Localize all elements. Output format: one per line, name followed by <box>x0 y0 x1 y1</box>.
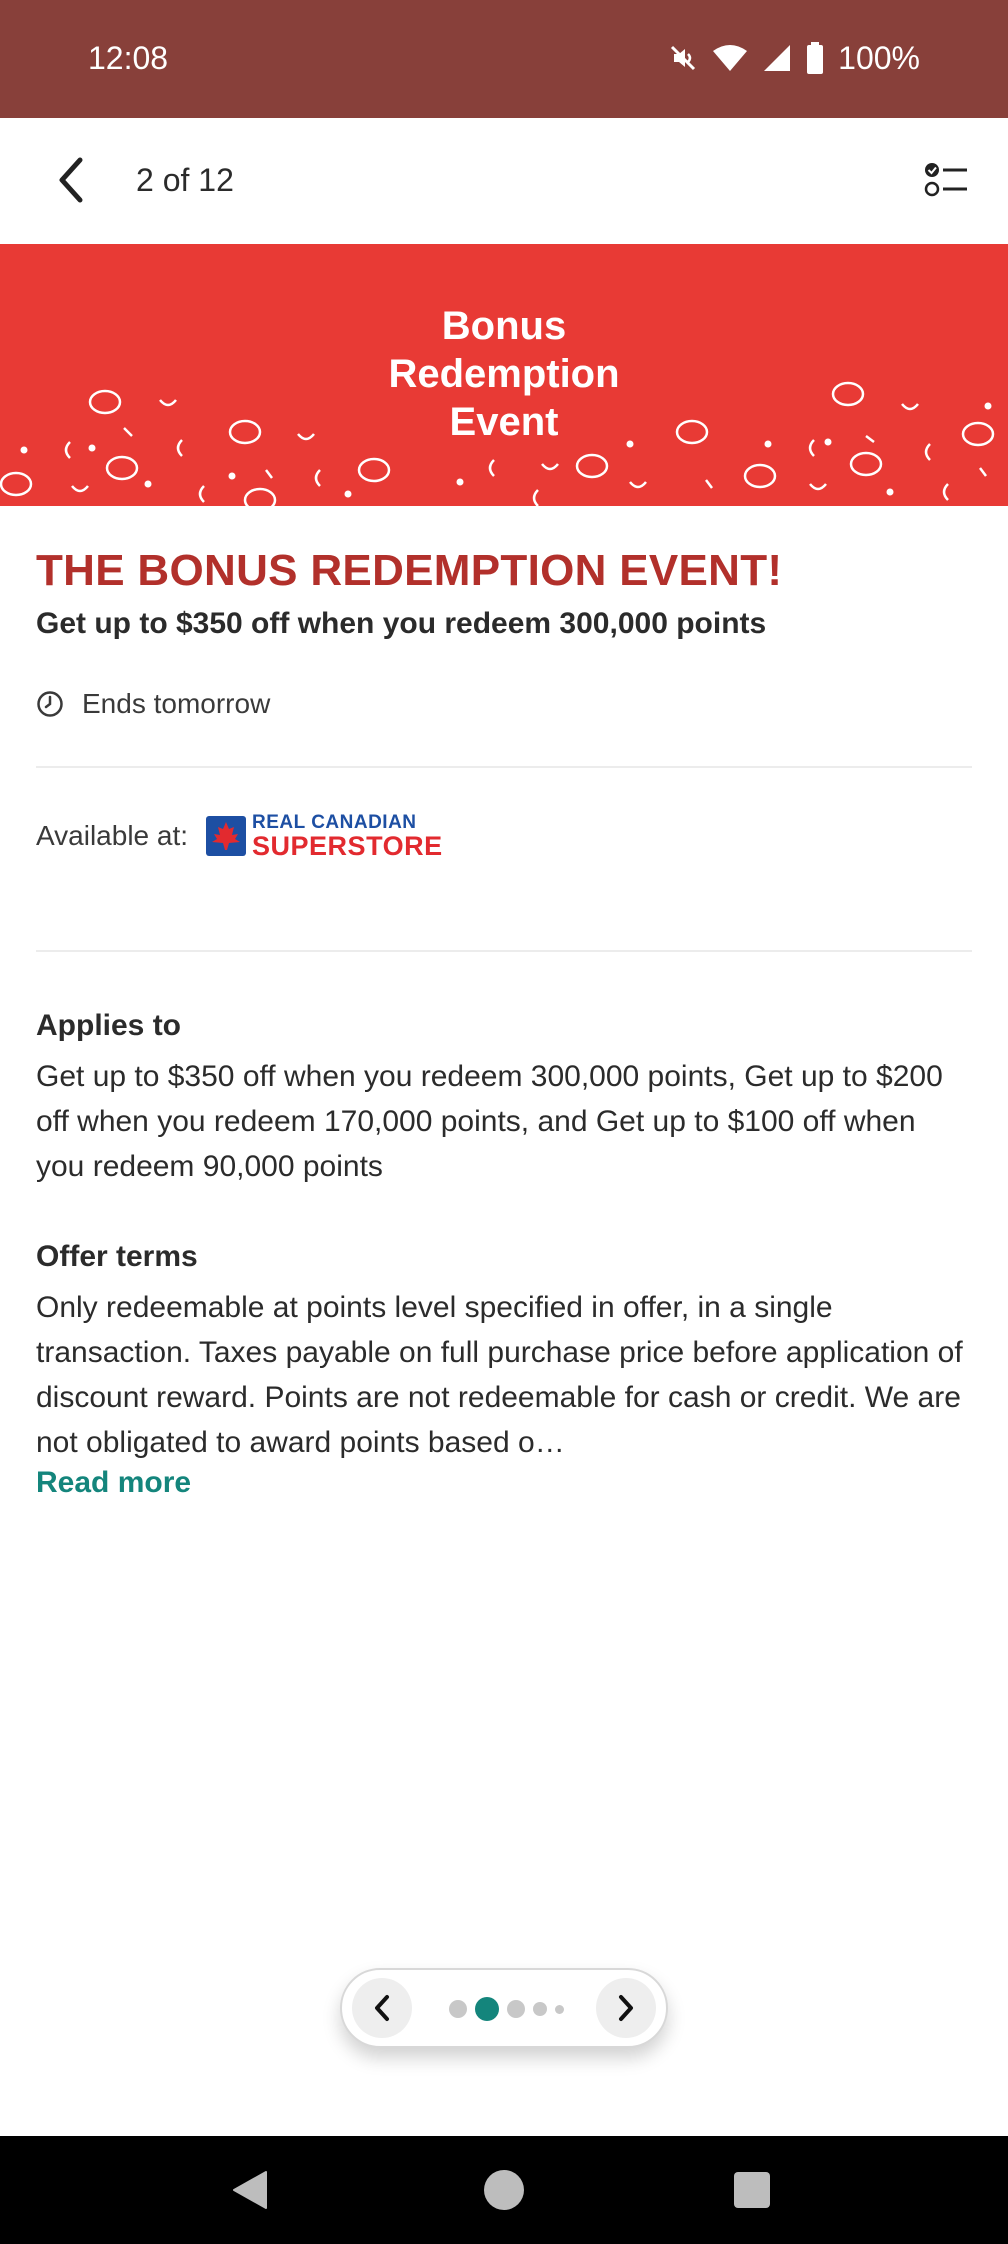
checklist-button[interactable] <box>914 148 978 212</box>
offer-title: THE BONUS REDEMPTION EVENT! <box>36 546 783 595</box>
status-time: 12:08 <box>88 40 169 76</box>
wifi-icon <box>712 43 748 73</box>
store-logo <box>206 813 443 860</box>
store-logo-text <box>252 813 443 860</box>
chevron-left-icon <box>370 1992 394 2024</box>
status-bar <box>0 0 1008 118</box>
store-logo-line1: REAL CANADIAN <box>252 811 417 833</box>
clock-icon <box>36 690 64 718</box>
banner-title-line: Event <box>449 400 559 444</box>
applies-to-heading: Applies to <box>36 1009 182 1042</box>
pager-dot <box>555 2005 564 2014</box>
back-button[interactable] <box>40 148 104 212</box>
chevron-right-icon <box>614 1992 638 2024</box>
previous-offer-button[interactable] <box>352 1978 412 2038</box>
expiry-text: Ends tomorrow <box>82 688 271 719</box>
pager-dot-active <box>475 1997 499 2021</box>
signal-icon <box>762 43 792 73</box>
pager-dots <box>446 1970 566 2048</box>
nav-home-icon[interactable] <box>484 2170 524 2210</box>
pager-dot <box>533 2002 547 2016</box>
applies-to-body: Get up to $350 off when you redeem 300,000 points, Get up to $200 off when you redeem 170,000 points, and Get up to $100 off when you redeem 90,000 points <box>36 1060 943 1183</box>
offer-pager <box>340 1968 668 2048</box>
offer-banner <box>0 244 1008 506</box>
offer-terms-heading: Offer terms <box>36 1240 198 1273</box>
next-offer-button[interactable] <box>596 1978 656 2038</box>
pager-dot <box>449 2000 467 2018</box>
store-logo-line2: SUPERSTORE <box>252 830 443 861</box>
banner-title <box>0 302 1008 446</box>
chevron-left-icon <box>54 156 90 204</box>
offer-details <box>36 506 972 1503</box>
battery-percent: 100% <box>838 39 920 76</box>
nav-back-icon[interactable] <box>230 2168 270 2212</box>
offer-subtitle: Get up to $350 off when you redeem 300,000 points <box>36 607 767 640</box>
app-bar <box>0 118 1008 244</box>
read-more-link[interactable]: Read more <box>36 1466 192 1499</box>
system-nav-bar <box>0 2136 1008 2244</box>
available-at-label: Available at: <box>36 820 189 851</box>
expiry-row <box>36 684 972 724</box>
banner-title-line: Bonus <box>441 304 567 348</box>
divider <box>36 766 972 768</box>
battery-icon <box>806 42 824 74</box>
offer-terms-body: Only redeemable at points level specified in offer, in a single transaction. Taxes payable on full purchase price before application of discount reward. Points are not redeemable for cash or credit. We are not obligated to award points based o… <box>36 1291 963 1459</box>
pager-dot <box>507 2000 525 2018</box>
maple-leaf-icon <box>206 816 246 856</box>
checklist-icon <box>923 160 969 200</box>
divider <box>36 950 972 952</box>
pager-label: 2 of 12 <box>136 162 234 198</box>
status-icons <box>668 38 920 78</box>
mute-icon <box>668 43 698 73</box>
availability-row <box>36 806 972 866</box>
nav-recents-icon[interactable] <box>734 2172 770 2208</box>
banner-title-line: Redemption <box>388 352 620 396</box>
